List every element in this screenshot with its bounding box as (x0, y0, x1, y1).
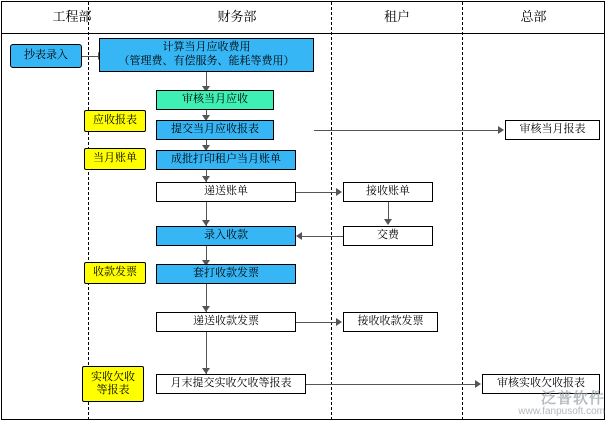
node-print-payment-invoice[interactable]: 套打收款发票 (156, 264, 296, 284)
node-batch-print-bills[interactable]: 成批打印租户当月账单 (156, 150, 296, 170)
flag-arrears-report-line2: 等报表 (96, 384, 130, 396)
node-hq-audit-monthly-report[interactable]: 审核当月报表 (505, 120, 600, 140)
node-calculate-fees-line1: 计算当月应收费用 (162, 41, 251, 54)
flag-arrears-report-line1: 实收欠收 (91, 370, 135, 383)
arrowhead-deliverbills-to-enterpayment (202, 220, 210, 226)
node-enter-payment[interactable]: 录入收款 (156, 226, 296, 246)
column-header-headquarters: 总部 (520, 9, 547, 24)
flag-payment-invoice[interactable]: 收款发票 (84, 262, 146, 284)
node-month-end-report[interactable]: 月末提交实收欠收等报表 (156, 374, 306, 394)
arrowhead-submit-to-hq-audit (498, 126, 504, 134)
flag-month-bill[interactable]: 当月账单 (84, 148, 146, 170)
column-header-tenant: 租户 (383, 9, 410, 24)
node-hq-audit-arrears-report[interactable]: 审核实收欠收报表 (482, 374, 600, 394)
connector-submit-to-hq-audit (314, 130, 499, 131)
node-audit-monthly-receivable[interactable]: 审核当月应收 (156, 90, 274, 110)
watermark-sub: www.fanpusoft.com (518, 405, 605, 417)
watermark-main: 泛普软件 (540, 389, 605, 407)
node-calculate-fees[interactable] (99, 38, 314, 72)
column-header-finance: 财务部 (217, 9, 257, 24)
node-deliver-bills[interactable]: 递送账单 (156, 182, 296, 202)
flag-arrears-report[interactable] (82, 366, 144, 402)
watermark (518, 391, 605, 417)
arrowhead-receive-to-pay (384, 219, 392, 225)
connector-pay-to-enter (302, 236, 343, 237)
node-submit-receivable-report[interactable]: 提交当月应收报表 (156, 120, 274, 140)
node-deliver-invoice[interactable]: 递送收款发票 (156, 312, 296, 332)
flag-receivable-report[interactable]: 应收报表 (84, 110, 146, 132)
arrowhead-pay-to-enter (296, 232, 302, 240)
node-receive-bills[interactable]: 接收账单 (343, 182, 433, 202)
arrowhead-deliver-to-receive-invoice (336, 318, 342, 326)
column-separator-2 (331, 2, 332, 420)
node-pay-fee[interactable]: 交费 (343, 226, 433, 246)
arrowhead-deliver-to-receive-bills (336, 188, 342, 196)
connector-meter-to-calc (82, 56, 99, 57)
connector-deliver-to-receive-invoice (296, 322, 337, 323)
header-divider (2, 33, 605, 34)
column-separator-1 (88, 2, 89, 420)
connector-monthend-to-hq-arrears (306, 384, 476, 385)
node-calculate-fees-line2: （管理费、有偿服务、能耗等费用） (118, 55, 295, 67)
arrowhead-monthend-to-hq-arrears (475, 380, 481, 388)
connector-deliver-to-receive-bills (296, 192, 337, 193)
column-header-engineering: 工程部 (52, 9, 92, 24)
node-meter-entry[interactable]: 抄表录入 (10, 44, 82, 68)
column-separator-3 (462, 2, 463, 420)
node-receive-invoice[interactable]: 接收收款发票 (343, 312, 438, 332)
